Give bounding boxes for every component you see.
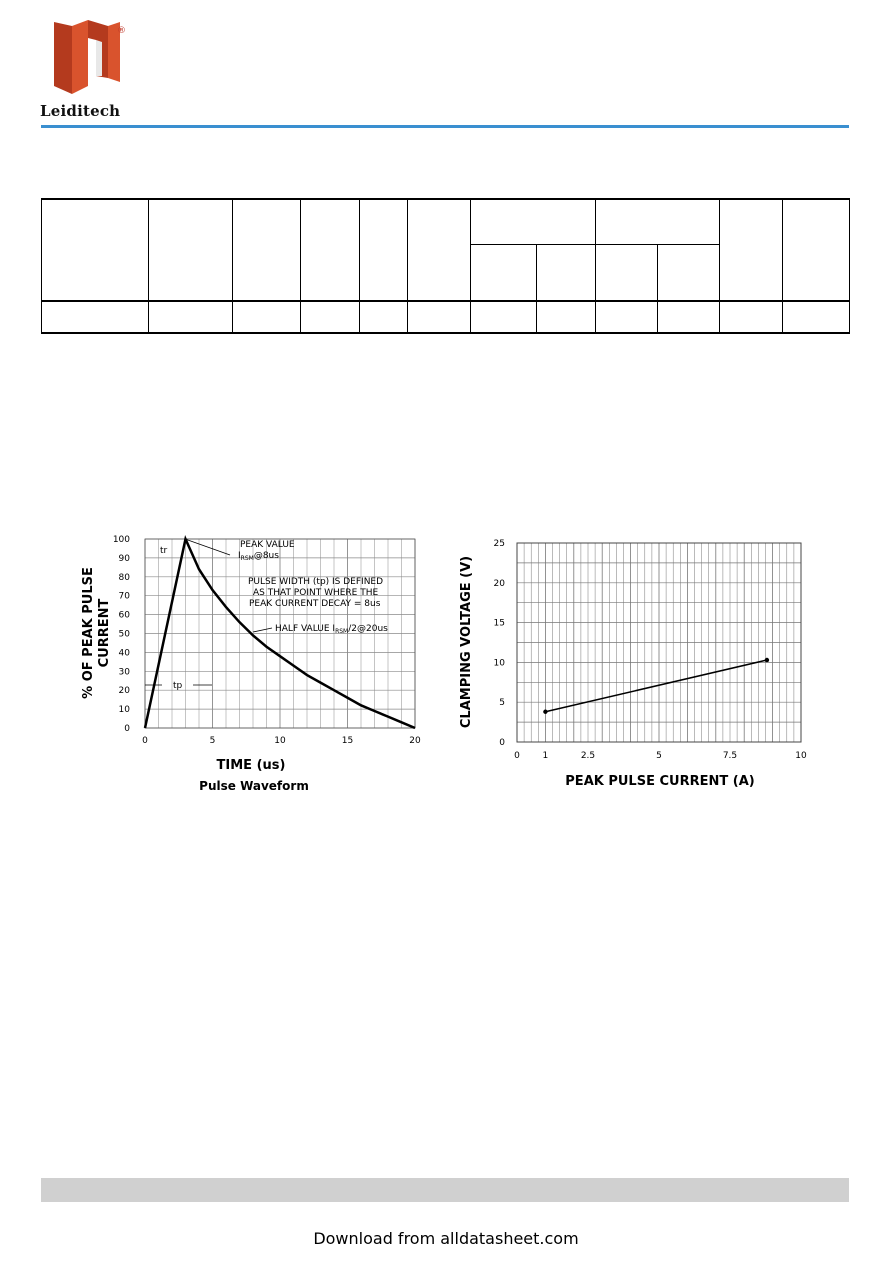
y-tick-label: 50 (118, 629, 130, 640)
table-subheader-cell (471, 245, 537, 302)
pulse-waveform-chart (70, 525, 430, 800)
table-header-group-cell (596, 199, 720, 245)
pulse-x-axis-label: TIME (us) (216, 758, 286, 773)
x-tick-label: 5 (656, 751, 662, 761)
table-header-row (42, 199, 850, 245)
x-tick-label: 10 (795, 751, 807, 761)
chart-ticks (494, 539, 807, 761)
table-row (42, 301, 850, 333)
specifications-table (41, 198, 850, 334)
y-tick-label: 100 (112, 535, 130, 545)
table-header-cell (301, 199, 360, 301)
chart-grid (517, 543, 801, 742)
y-tick-label: 80 (118, 572, 130, 583)
half-value-leader-line (253, 628, 272, 632)
y-tick-label: 70 (118, 591, 130, 602)
table-cell (42, 301, 149, 333)
y-tick-label: 90 (118, 553, 130, 564)
x-tick-label: 20 (409, 736, 421, 746)
y-tick-label: 0 (124, 724, 130, 734)
y-tick-label: 0 (499, 738, 505, 748)
pulse-width-note-line3: PEAK CURRENT DECAY = 8us (249, 599, 381, 609)
chart-ticks (113, 535, 421, 746)
data-point (765, 658, 769, 662)
table-cell (537, 301, 596, 333)
pulse-y-axis-label-line2: CURRENT (97, 598, 112, 668)
data-point (543, 710, 547, 714)
clamp-x-axis-label: PEAK PULSE CURRENT (A) (565, 774, 755, 789)
y-tick-label: 10 (493, 658, 505, 669)
peak-value-label: PEAK VALUE (240, 540, 295, 550)
y-tick-label: 20 (493, 578, 505, 589)
table-header-cell (149, 199, 233, 301)
table-header-cell (360, 199, 408, 301)
peak-value-current: $I_{RSM}@8us$ (238, 551, 279, 562)
half-value-label: HALF VALUE $I_{RSM}/2@20us$ (275, 624, 388, 635)
y-tick-label: 15 (493, 618, 505, 629)
x-tick-label: 7.5 (722, 751, 738, 761)
table-cell (408, 301, 471, 333)
y-tick-label: 10 (118, 705, 130, 716)
pulse-chart-title: Pulse Waveform (199, 779, 309, 793)
clamping-curve (545, 660, 767, 712)
table-header-group-cell (471, 199, 596, 245)
brand-name: Leiditech (40, 102, 121, 120)
table-cell (233, 301, 301, 333)
table-subheader-cell (596, 245, 658, 302)
footer-bar (41, 1178, 849, 1202)
y-tick-label: 20 (118, 686, 130, 697)
y-tick-label: 30 (118, 667, 130, 678)
x-tick-label: 2.5 (580, 751, 596, 761)
y-tick-label: 60 (118, 610, 130, 621)
table-cell (471, 301, 537, 333)
x-tick-label: 15 (341, 736, 354, 746)
table-header-cell (408, 199, 471, 301)
tp-label: tp (173, 681, 183, 691)
table-header-cell (233, 199, 301, 301)
clamp-y-axis-label: CLAMPING VOLTAGE (V) (459, 555, 474, 729)
table-subheader-cell (537, 245, 596, 302)
table-header-cell (720, 199, 783, 301)
table-cell (149, 301, 233, 333)
y-tick-label: 25 (493, 539, 505, 549)
table-cell (301, 301, 360, 333)
pulse-y-axis-label-line1: % OF PEAK PULSE (81, 567, 96, 699)
download-link[interactable]: Download from alldatasheet.com (313, 1229, 579, 1248)
table-cell (596, 301, 658, 333)
y-tick-label: 40 (118, 648, 130, 659)
table-subheader-cell (658, 245, 720, 302)
pulse-y-axis-label (81, 567, 112, 699)
x-tick-label: 1 (542, 751, 549, 761)
pulse-width-note-line2: AS THAT POINT WHERE THE (253, 588, 379, 598)
x-tick-label: 5 (209, 736, 216, 746)
x-tick-label: 0 (142, 736, 148, 746)
x-tick-label: 0 (514, 751, 520, 761)
table-header-cell (783, 199, 850, 301)
pulse-width-note-line1: PULSE WIDTH (tp) IS DEFINED (248, 577, 384, 587)
leiditech-logo (40, 16, 140, 121)
y-tick-label: 5 (499, 698, 505, 709)
x-tick-label: 10 (274, 736, 286, 746)
table-cell (720, 301, 783, 333)
table-cell (658, 301, 720, 333)
tr-label: tr (160, 546, 168, 556)
table-cell (783, 301, 850, 333)
table-header-cell (42, 199, 149, 301)
table-cell (360, 301, 408, 333)
clamping-voltage-chart (450, 530, 820, 792)
header-rule (41, 125, 849, 128)
registered-mark: ® (117, 26, 126, 36)
